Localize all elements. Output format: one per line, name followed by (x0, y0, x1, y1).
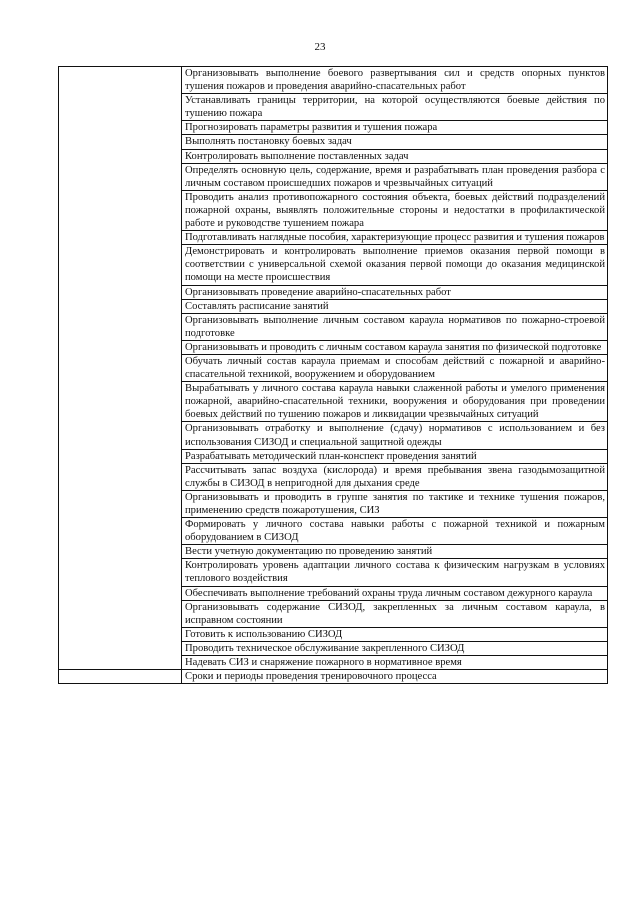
skill-cell: Контролировать уровень адаптации личного состава к физическим нагрузкам в условиях теплового воздействия (182, 559, 608, 586)
skill-cell: Подготавливать наглядные пособия, характеризующие процесс развития и тушения пожаров (182, 231, 608, 245)
skill-cell: Вести учетную документацию по проведению занятий (182, 545, 608, 559)
skill-cell: Готовить к использованию СИЗОД (182, 627, 608, 641)
skill-cell: Формировать у личного состава навыки работы с пожарной техникой и пожарным оборудованием в СИЗОД (182, 518, 608, 545)
table-row (59, 670, 608, 684)
skill-cell: Обучать личный состав караула приемам и способам действий с пожарной и аварийно-спасательной техникой, вооружением и оборудованием (182, 354, 608, 381)
skill-cell: Составлять расписание занятий (182, 299, 608, 313)
skill-cell: Надевать СИЗ и снаряжение пожарного в нормативное время (182, 656, 608, 670)
group-label-cell (59, 67, 182, 670)
skill-cell: Вырабатывать у личного состава караула навыки слаженной работы и умелого применения пожарной, аварийно-спасательной техники, вооружения и оборудования при проведении боевых действий по тушению пожаров и ликвидации чрезвычайных ситуаций (182, 382, 608, 422)
skill-cell: Рассчитывать запас воздуха (кислорода) и время пребывания звена газодымозащитной службы в СИЗОД в непригодной для дыхания среде (182, 463, 608, 490)
skill-cell: Контролировать выполнение поставленных задач (182, 149, 608, 163)
skill-cell: Сроки и периоды проведения тренировочного процесса (182, 670, 608, 684)
skill-cell: Выполнять постановку боевых задач (182, 135, 608, 149)
skill-cell: Устанавливать границы территории, на которой осуществляются боевые действия по тушению пожара (182, 94, 608, 121)
group-label-cell (59, 670, 182, 684)
skill-cell: Демонстрировать и контролировать выполнение приемов оказания первой помощи в соответствии с универсальной схемой оказания первой помощи до оказания медицинской помощи на месте происшествия (182, 245, 608, 285)
skill-cell: Проводить техническое обслуживание закрепленного СИЗОД (182, 641, 608, 655)
skill-cell: Организовывать выполнение личным составом караула нормативов по пожарно-строевой подготовке (182, 313, 608, 340)
skills-table (58, 66, 608, 684)
skill-cell: Организовывать выполнение боевого развертывания сил и средств опорных пунктов тушения пожаров и проведения аварийно-спасательных работ (182, 67, 608, 94)
skill-cell: Прогнозировать параметры развития и тушения пожара (182, 121, 608, 135)
skill-cell: Разрабатывать методический план-конспект проведения занятий (182, 449, 608, 463)
skill-cell: Проводить анализ противопожарного состояния объекта, боевых действий подразделений пожарной охраны, выявлять положительные стороны и недостатки в профилактической работе и руководстве тушением пожара (182, 190, 608, 230)
skill-cell: Определять основную цель, содержание, время и разрабатывать план проведения разбора с личным составом происшедших пожаров и чрезвычайных ситуаций (182, 163, 608, 190)
table-row (59, 67, 608, 94)
page-number: 23 (314, 41, 326, 53)
skill-cell: Организовывать и проводить с личным составом караула занятия по физической подготовке (182, 340, 608, 354)
skill-cell: Организовывать содержание СИЗОД, закрепленных за личным составом караула, в исправном состоянии (182, 600, 608, 627)
skill-cell: Обеспечивать выполнение требований охраны труда личным составом дежурного караула (182, 586, 608, 600)
skill-cell: Организовывать и проводить в группе занятия по тактике и технике тушения пожаров, применению средств пожаротушения, СИЗ (182, 490, 608, 517)
skill-cell: Организовывать проведение аварийно-спасательных работ (182, 285, 608, 299)
skill-cell: Организовывать отработку и выполнение (сдачу) нормативов с использованием и без использования СИЗОД и специальной защитной одежды (182, 422, 608, 449)
